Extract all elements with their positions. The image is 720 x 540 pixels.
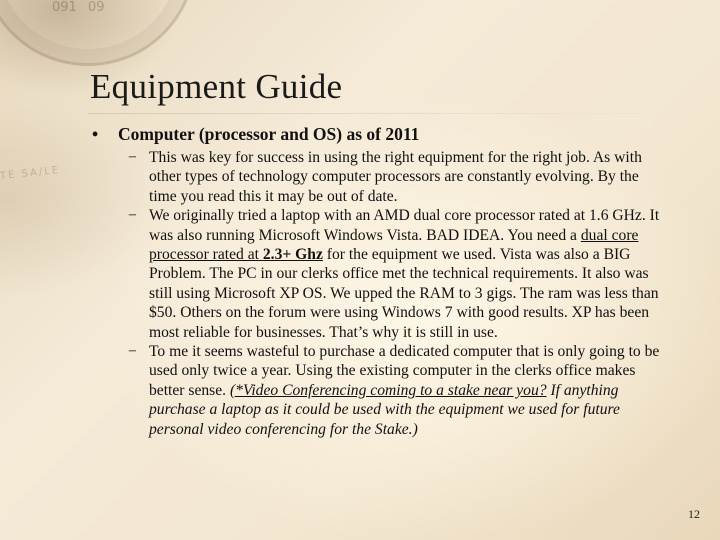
italic-underlined-text: (*Video Conferencing coming to a stake near you? — [229, 381, 547, 399]
sub-bullet-text — [149, 206, 664, 342]
sub-bullet-item — [128, 206, 668, 342]
page-number: 12 — [688, 507, 700, 521]
sub-bullet-list — [128, 148, 668, 439]
background-compass-label: 091 — [52, 0, 77, 15]
text-run: for the equipment we used. Vista was also a BIG Problem. The PC in our clerks office met the technical requirements. It also was still using Microsoft XP OS. We upped the RAM to 3 gigs. The ram was less than $50. Others on the forum were using Windows 7 with good results. XP has been most reliable for businesses. That’s why it is still in use. — [149, 246, 659, 341]
background-map-text: TE SA/LE — [0, 164, 61, 183]
text-run: To me it seems wasteful to purchase a dedicated computer that is only going to be used only twice a year. Using the existing computer in the clerks office makes better sense. — [149, 343, 660, 399]
italic-text: If anything purchase a laptop as it could be used with the equipment we used for future personal video conferencing for the Stake.) — [149, 381, 620, 438]
sub-bullet-item — [128, 148, 668, 206]
title-divider — [88, 113, 648, 114]
bullet-icon: • — [92, 124, 99, 144]
dash-icon: − — [128, 207, 137, 225]
dash-icon: − — [128, 149, 137, 166]
sub-bullet-text: This was key for success in using the right equipment for the right job. As with other types of technology computer processors are constantly evolving. By the time you read this it may be out of date. — [149, 149, 642, 205]
text-run: We originally tried a laptop with an AMD dual core processor rated at 1.6 GHz. It was also running Microsoft Windows Vista. BAD IDEA. You need a — [149, 207, 660, 244]
emphasized-speed: 2.3+ Ghz — [262, 246, 323, 264]
underlined-text: dual core processor rated at — [149, 226, 639, 264]
dash-icon: − — [128, 343, 137, 361]
sub-bullet-item — [128, 342, 668, 439]
slide-title: Equipment Guide — [90, 67, 343, 106]
background-compass-label: 09 — [88, 0, 105, 15]
main-bullet — [92, 124, 419, 145]
sub-bullet-text — [149, 342, 664, 439]
main-bullet-text: Computer (processor and OS) as of 2011 — [118, 124, 420, 144]
